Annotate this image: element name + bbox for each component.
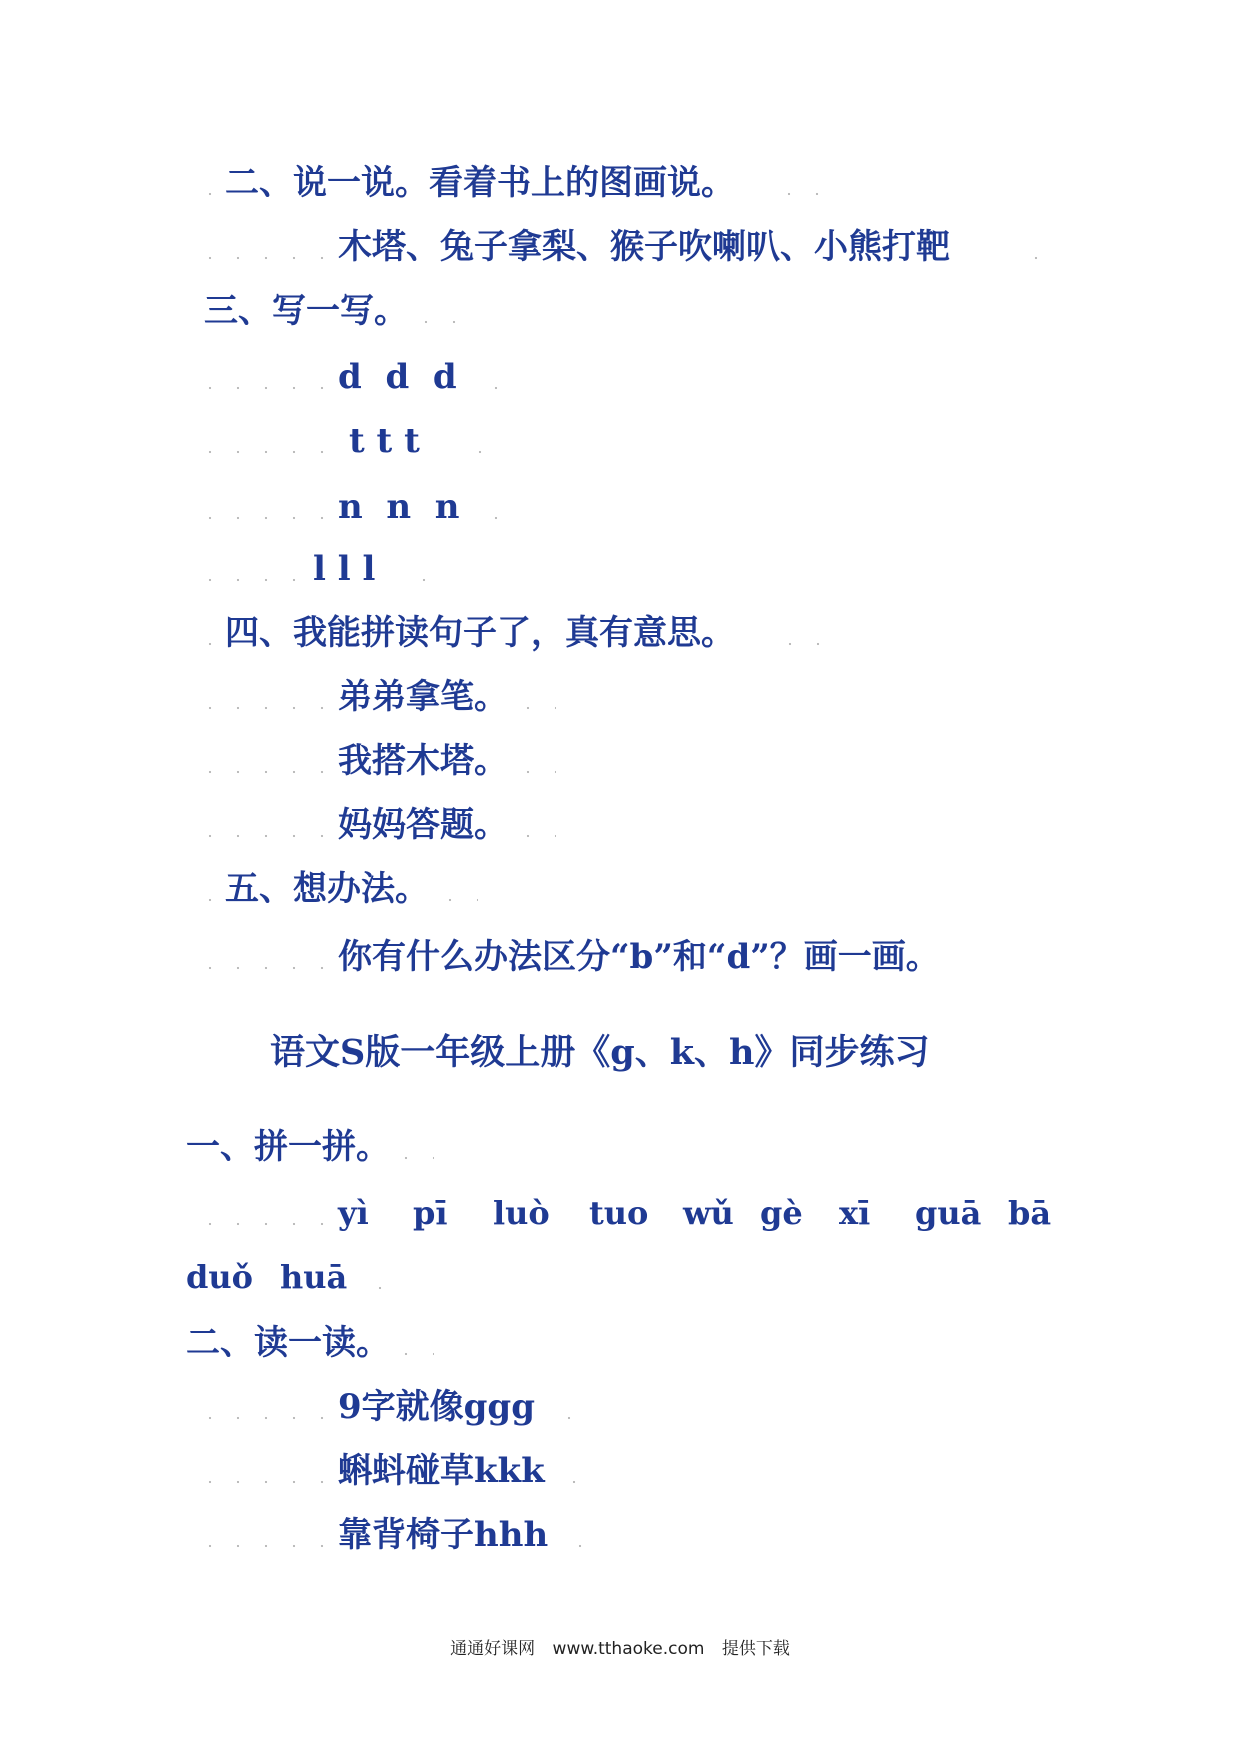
write-row-l [0, 544, 1240, 594]
q3-heading-text: 三、写一写。 [204, 291, 408, 331]
section-b-question-1-heading [0, 1122, 1240, 1172]
q4-heading-text: 四、我能拼读句子了，真有意思。 [225, 613, 735, 653]
question-2-heading [0, 158, 1240, 208]
write-row-t [0, 416, 1240, 466]
footer-site-name: 通通好课网 [450, 1639, 536, 1659]
write-row-t-text: t t t [349, 421, 420, 461]
b-q1-heading-text: 一、拼一拼。 [186, 1127, 390, 1167]
pinyin-9: bā [1008, 1194, 1052, 1232]
write-row-l-text: l l l [313, 549, 376, 589]
pinyin-5: wǔ [683, 1194, 734, 1232]
pinyin-row-1 [0, 1188, 1240, 1238]
pinyin-row-2 [0, 1252, 1240, 1302]
read-line-2 [0, 1446, 1240, 1496]
sentence-2 [0, 736, 1240, 786]
pinyin-4: tuo [589, 1194, 649, 1232]
worksheet-title [0, 1028, 1240, 1078]
pinyin-6: gè [760, 1194, 803, 1232]
pinyin-2: pī [413, 1194, 448, 1232]
sentence-2-text: 我搭木塔。 [338, 741, 508, 781]
q5-heading-text: 五、想办法。 [225, 869, 429, 909]
read-line-3 [0, 1510, 1240, 1560]
question-4-heading [0, 608, 1240, 658]
question-2-content [0, 222, 1240, 272]
write-row-d [0, 352, 1240, 402]
question-5-heading [0, 864, 1240, 914]
footer-url: www.tthaoke.com [552, 1639, 705, 1659]
pinyin-10: duǒ [186, 1258, 253, 1296]
page-footer [0, 1634, 1240, 1664]
pinyin-8: guā [915, 1194, 982, 1232]
write-row-n [0, 482, 1240, 532]
q2-content-text: 木塔、兔子拿梨、猴子吹喇叭、小熊打靶 [338, 227, 950, 267]
read-line-1 [0, 1382, 1240, 1432]
question-5-content [0, 932, 1240, 982]
question-3-heading [0, 286, 1240, 336]
footer-note: 提供下载 [721, 1639, 790, 1659]
q2-heading-text: 二、说一说。看着书上的图画说。 [225, 163, 735, 203]
write-row-n-text: n n n [338, 487, 460, 527]
sentence-3 [0, 800, 1240, 850]
write-row-d-text: d d d [338, 357, 457, 397]
sentence-1-text: 弟弟拿笔。 [338, 677, 508, 717]
pinyin-1: yì [338, 1194, 369, 1232]
b-q2-heading-text: 二、读一读。 [186, 1323, 390, 1363]
read-line-2-text: 蝌蚪碰草kkk [338, 1451, 545, 1491]
q5-content-text: 你有什么办法区分“b”和“d”？画一画。 [338, 937, 940, 977]
pinyin-7: xī [839, 1194, 871, 1232]
read-line-1-text: 9字就像ggg [338, 1387, 535, 1427]
read-line-3-text: 靠背椅子hhh [338, 1515, 549, 1555]
section-b-question-2-heading [0, 1318, 1240, 1368]
sentence-1 [0, 672, 1240, 722]
worksheet-title-text: 语文S版一年级上册《g、k、h》同步练习 [270, 1032, 930, 1073]
pinyin-11: huā [280, 1258, 348, 1296]
sentence-3-text: 妈妈答题。 [338, 805, 508, 845]
pinyin-3: luò [493, 1194, 550, 1232]
